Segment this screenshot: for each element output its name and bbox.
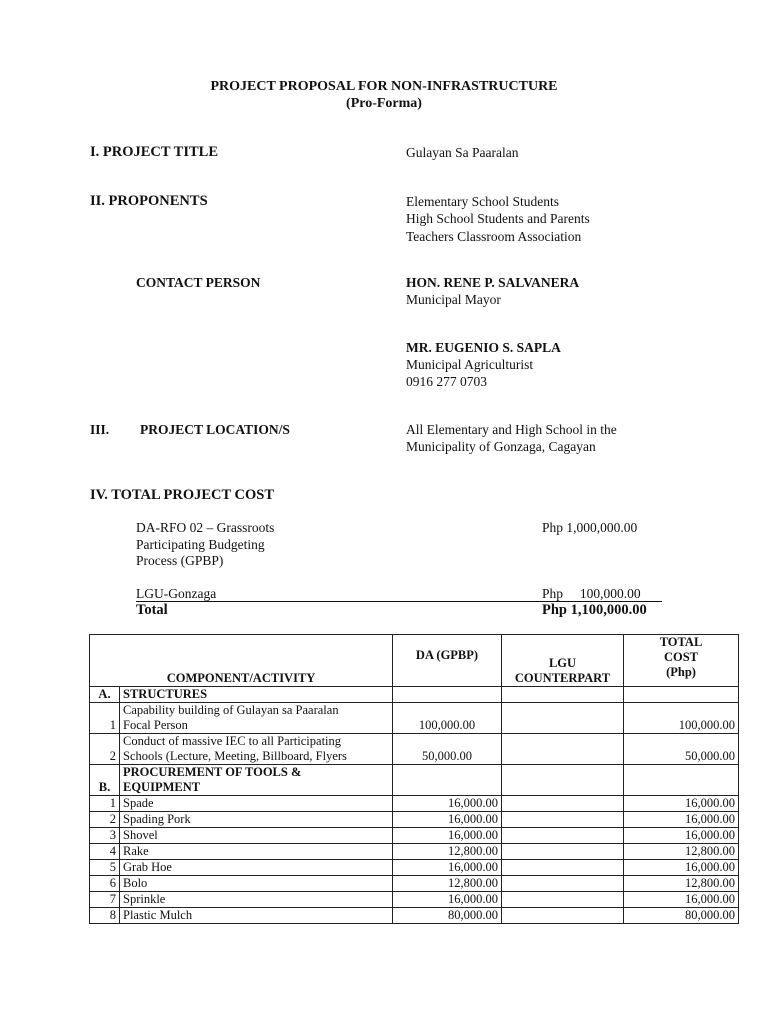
row-item: Spading Pork — [120, 812, 393, 828]
header-component: COMPONENT/ACTIVITY — [90, 635, 393, 687]
row-lgu — [502, 876, 624, 892]
row-da: 16,000.00 — [393, 812, 502, 828]
row-item: Plastic Mulch — [120, 908, 393, 924]
row-number: 6 — [90, 876, 120, 892]
location-line: Municipality of Gonzaga, Cagayan — [406, 439, 596, 454]
section-project-title-label: I. PROJECT TITLE — [90, 144, 218, 160]
row-lgu — [502, 892, 624, 908]
row-number: 1 — [90, 703, 120, 734]
cost-da-amount: Php 1,000,000.00 — [542, 520, 638, 535]
proponent-line: Elementary School Students — [406, 194, 559, 209]
row-da: 12,800.00 — [393, 876, 502, 892]
section-row-b — [90, 765, 739, 796]
row-number: 3 — [90, 828, 120, 844]
table-row — [90, 876, 739, 892]
cost-total-amount: Php 1,100,000.00 — [542, 602, 647, 618]
row-da: 16,000.00 — [393, 796, 502, 812]
row-number: 2 — [90, 734, 120, 765]
row-lgu — [502, 908, 624, 924]
row-description: Capability building of Gulayan sa Paaralan Focal Person — [120, 703, 393, 734]
header-total: TOTAL COST (Php) — [624, 635, 739, 687]
row-da: 100,000.00 — [393, 703, 502, 734]
proponent-line: High School Students and Parents — [406, 211, 590, 226]
project-title-value: Gulayan Sa Paaralan — [406, 145, 519, 160]
header-da: DA (GPBP) — [393, 635, 502, 687]
section-location-label: PROJECT LOCATION/S — [140, 422, 290, 437]
row-total: 12,800.00 — [624, 876, 739, 892]
table-row — [90, 892, 739, 908]
section-letter: A. — [90, 687, 120, 703]
row-lgu — [502, 734, 624, 765]
table-row — [90, 734, 739, 765]
row-da: 16,000.00 — [393, 892, 502, 908]
section-name: PROCUREMENT OF TOOLS & EQUIPMENT — [120, 765, 393, 796]
table-row — [90, 860, 739, 876]
location-line: All Elementary and High School in the — [406, 422, 617, 437]
row-total: 16,000.00 — [624, 796, 739, 812]
row-lgu — [502, 860, 624, 876]
row-number: 1 — [90, 796, 120, 812]
row-number: 2 — [90, 812, 120, 828]
contact-1-role: Municipal Mayor — [406, 292, 501, 307]
section-proponents-label: II. PROPONENTS — [90, 193, 208, 209]
row-description: Conduct of massive IEC to all Participating Schools (Lecture, Meeting, Billboard, Flyers — [120, 734, 393, 765]
row-item: Sprinkle — [120, 892, 393, 908]
document-subtitle: (Pro-Forma) — [346, 96, 422, 111]
row-da: 80,000.00 — [393, 908, 502, 924]
contact-1-name: HON. RENE P. SALVANERA — [406, 275, 580, 290]
row-item: Grab Hoe — [120, 860, 393, 876]
row-item: Rake — [120, 844, 393, 860]
section-row-a — [90, 687, 739, 703]
proponent-line: Teachers Classroom Association — [406, 229, 582, 244]
table-row — [90, 812, 739, 828]
table-row — [90, 828, 739, 844]
row-total: 80,000.00 — [624, 908, 739, 924]
row-total: 16,000.00 — [624, 828, 739, 844]
row-da: 12,800.00 — [393, 844, 502, 860]
budget-table — [89, 634, 739, 924]
contact-2-phone: 0916 277 0703 — [406, 374, 487, 389]
row-da: 16,000.00 — [393, 860, 502, 876]
cost-lgu-label: LGU-Gonzaga — [136, 586, 217, 601]
section-location-number: III. — [90, 422, 110, 437]
table-row — [90, 796, 739, 812]
row-number: 4 — [90, 844, 120, 860]
row-lgu — [502, 844, 624, 860]
row-item: Spade — [120, 796, 393, 812]
row-item: Shovel — [120, 828, 393, 844]
row-total: 100,000.00 — [624, 703, 739, 734]
row-number: 7 — [90, 892, 120, 908]
row-lgu — [502, 828, 624, 844]
cost-da-line: Participating Budgeting — [136, 537, 265, 552]
document-title: PROJECT PROPOSAL FOR NON-INFRASTRUCTURE — [210, 79, 558, 94]
table-header-row — [90, 635, 739, 687]
cost-total-label: Total — [136, 602, 168, 618]
header-lgu: LGU COUNTERPART — [502, 635, 624, 687]
row-total: 16,000.00 — [624, 860, 739, 876]
table-row — [90, 703, 739, 734]
table-row — [90, 844, 739, 860]
row-item: Bolo — [120, 876, 393, 892]
contact-person-label: CONTACT PERSON — [136, 275, 261, 290]
section-name: STRUCTURES — [120, 687, 393, 703]
row-lgu — [502, 812, 624, 828]
cost-da-line: DA-RFO 02 – Grassroots — [136, 520, 275, 535]
row-number: 5 — [90, 860, 120, 876]
table-row — [90, 908, 739, 924]
row-total: 16,000.00 — [624, 892, 739, 908]
row-da: 16,000.00 — [393, 828, 502, 844]
contact-2-role: Municipal Agriculturist — [406, 357, 534, 372]
cost-da-line: Process (GPBP) — [136, 553, 224, 568]
row-lgu — [502, 703, 624, 734]
row-total: 50,000.00 — [624, 734, 739, 765]
row-da: 50,000.00 — [393, 734, 502, 765]
row-number: 8 — [90, 908, 120, 924]
row-total: 16,000.00 — [624, 812, 739, 828]
row-total: 12,800.00 — [624, 844, 739, 860]
row-lgu — [502, 796, 624, 812]
section-cost-label: IV. TOTAL PROJECT COST — [90, 487, 275, 503]
section-letter: B. — [90, 765, 120, 796]
cost-lgu-amount: Php 100,000.00 — [542, 586, 641, 601]
contact-2-name: MR. EUGENIO S. SAPLA — [406, 340, 561, 355]
